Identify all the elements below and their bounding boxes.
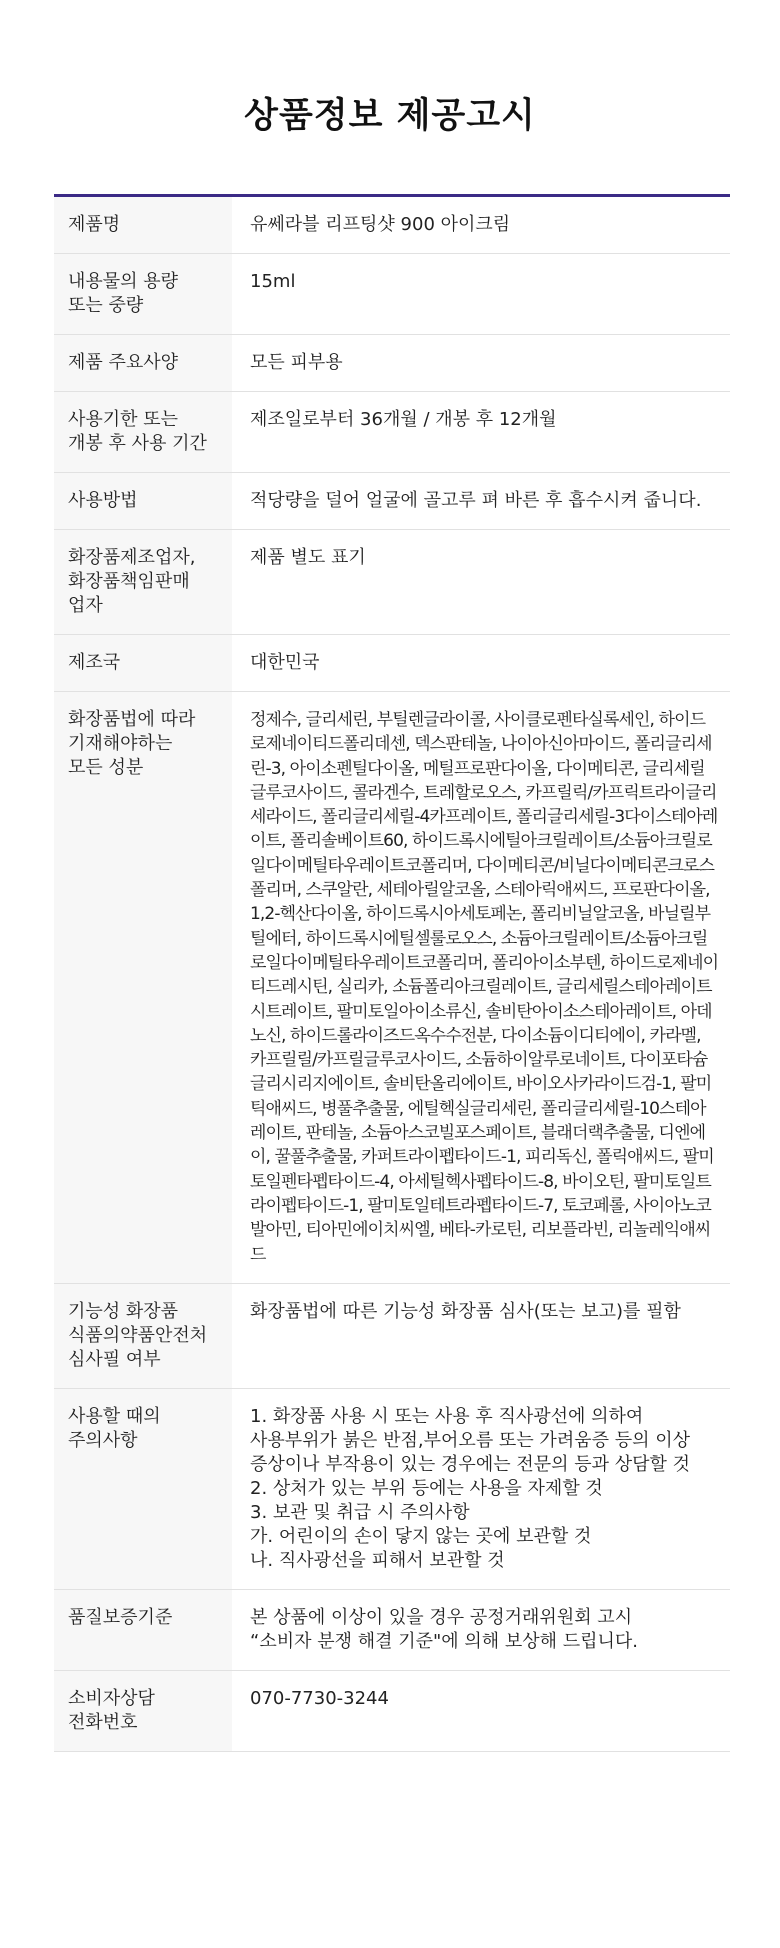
row-value: 대한민국 [232,635,730,692]
row-label: 제품 주요사양 [54,335,232,392]
row-capacity [54,254,730,335]
row-expiry [54,392,730,473]
row-quality-guarantee [54,1589,730,1670]
page-title: 상품정보 제공고시 [244,96,536,136]
row-product-name [54,197,730,254]
guarantee-line: “소비자 분쟁 해결 기준"에 의해 보상해 드립니다. [250,1630,639,1652]
precautions-text [232,1388,730,1589]
row-label: 화장품제조업자, 화장품책임판매 업자 [54,530,232,635]
row-country [54,635,730,692]
row-label: 사용할 때의 주의사항 [54,1388,232,1589]
consumer-phone-number: 070-7730-3244 [232,1670,730,1751]
row-label: 기능성 화장품 식품의약품안전처 심사필 여부 [54,1283,232,1388]
row-label: 제조국 [54,635,232,692]
ingredients-list: 정제수, 글리세린, 부틸렌글라이콜, 사이클로펜타실록세인, 하이드로제네이티드폴리데센, 덱스판테놀, 나이아신아마이드, 폴리글리세린-3, 아이소펜틸다이올, 메틸프로판다이올, 다이메티콘, 글리세릴글루코사이드, 콜라겐수, 트레할로오스, 카프릴릭/카프릭트라이글리세라이드, 폴리글리세릴-4카프레이트, 폴리글리세릴-3다이스테아레이트, 폴리솔베이트60, 하이드록시에틸아크릴레이트/소듐아크릴로일다이메틸타우레이트코폴리머, 다이메티콘/비닐다이메티콘크로스폴리머, 스쿠알란, 세테아릴알코올, 스테아릭애씨드, 프로판다이올, 1,2-헥산다이올, 하이드록시아세토페논, 폴리비닐알코올, 바닐릴부틸에터, 하이드록시에틸셀룰로오스, 소듐아크릴레이트/소듐아크릴로일다이메틸타우레이트코폴리머, 폴리아이소부텐, 하이드로제네이티드레시틴, 실리카, 소듐폴리아크릴레이트, 글리세릴스테아레이트시트레이트, 팔미토일아이소류신, 솔비탄아이소스테아레이트, 아데노신, 하이드롤라이즈드옥수수전분, 다이소듐이디티에이, 카라멜, 카프릴릴/카프릴글루코사이드, 소듐하이알루로네이트, 다이포타슘글리시리지에이트, 솔비탄올리에이트, 바이오사카라이드검-1, 팔미틱애씨드, 병풀추출물, 에틸헥실글리세린, 폴리글리세릴-10스테아레이트, 판테놀, 소듐아스코빌포스페이트, 블래더랙추출물, 디엔에이, 꿀풀추출물, 카퍼트라이펩타이드-1, 피리독신, 폴릭애씨드, 팔미토일펜타펩타이드-4, 아세틸헥사펩타이드-8, 바이오틴, 팔미토일트라이펩타이드-1, 팔미토일테트라펩타이드-7, 토코페롤, 사이아노코발아민, 티아민에이치씨엘, 베타-카로틴, 리보플라빈, 리놀레익애씨드 [232,692,730,1284]
row-label: 내용물의 용량 또는 중량 [54,254,232,335]
row-value: 제품 별도 표기 [232,530,730,635]
row-value: 15ml [232,254,730,335]
row-label: 사용기한 또는 개봉 후 사용 기간 [54,392,232,473]
guarantee-line: 본 상품에 이상이 있을 경우 공정거래위원회 고시 [250,1606,633,1628]
row-precautions [54,1388,730,1589]
precaution-line: 2. 상처가 있는 부위 등에는 사용을 자제할 것 [250,1477,603,1499]
row-main-spec [54,335,730,392]
precaution-line: 3. 보관 및 취급 시 주의사항 [250,1501,470,1523]
precaution-line: 가. 어린이의 손이 닿지 않는 곳에 보관할 것 [250,1525,592,1547]
row-functional-review [54,1283,730,1388]
precaution-line: 사용부위가 붉은 반점,부어오름 또는 가려움증 등의 이상 [250,1429,690,1451]
precaution-line: 나. 직사광선을 피해서 보관할 것 [250,1549,505,1571]
row-value: 제조일로부터 36개월 / 개봉 후 12개월 [232,392,730,473]
product-info-table [54,197,730,1752]
row-label: 품질보증기준 [54,1589,232,1670]
quality-guarantee-text [232,1589,730,1670]
row-label: 제품명 [54,197,232,254]
row-ingredients [54,692,730,1284]
precaution-line: 1. 화장품 사용 시 또는 사용 후 직사광선에 의하여 [250,1405,644,1427]
row-value: 모든 피부용 [232,335,730,392]
row-consumer-phone [54,1670,730,1751]
row-label: 소비자상담 전화번호 [54,1670,232,1751]
row-usage [54,473,730,530]
row-value: 유쎄라블 리프팅샷 900 아이크림 [232,197,730,254]
precaution-line: 증상이나 부작용이 있는 경우에는 전문의 등과 상담할 것 [250,1453,690,1475]
row-manufacturer [54,530,730,635]
row-label: 화장품법에 따라 기재해야하는 모든 성분 [54,692,232,1284]
row-label: 사용방법 [54,473,232,530]
row-value: 적당량을 덜어 얼굴에 골고루 펴 바른 후 흡수시켜 줍니다. [232,473,730,530]
row-value: 화장품법에 따른 기능성 화장품 심사(또는 보고)를 필함 [232,1283,730,1388]
